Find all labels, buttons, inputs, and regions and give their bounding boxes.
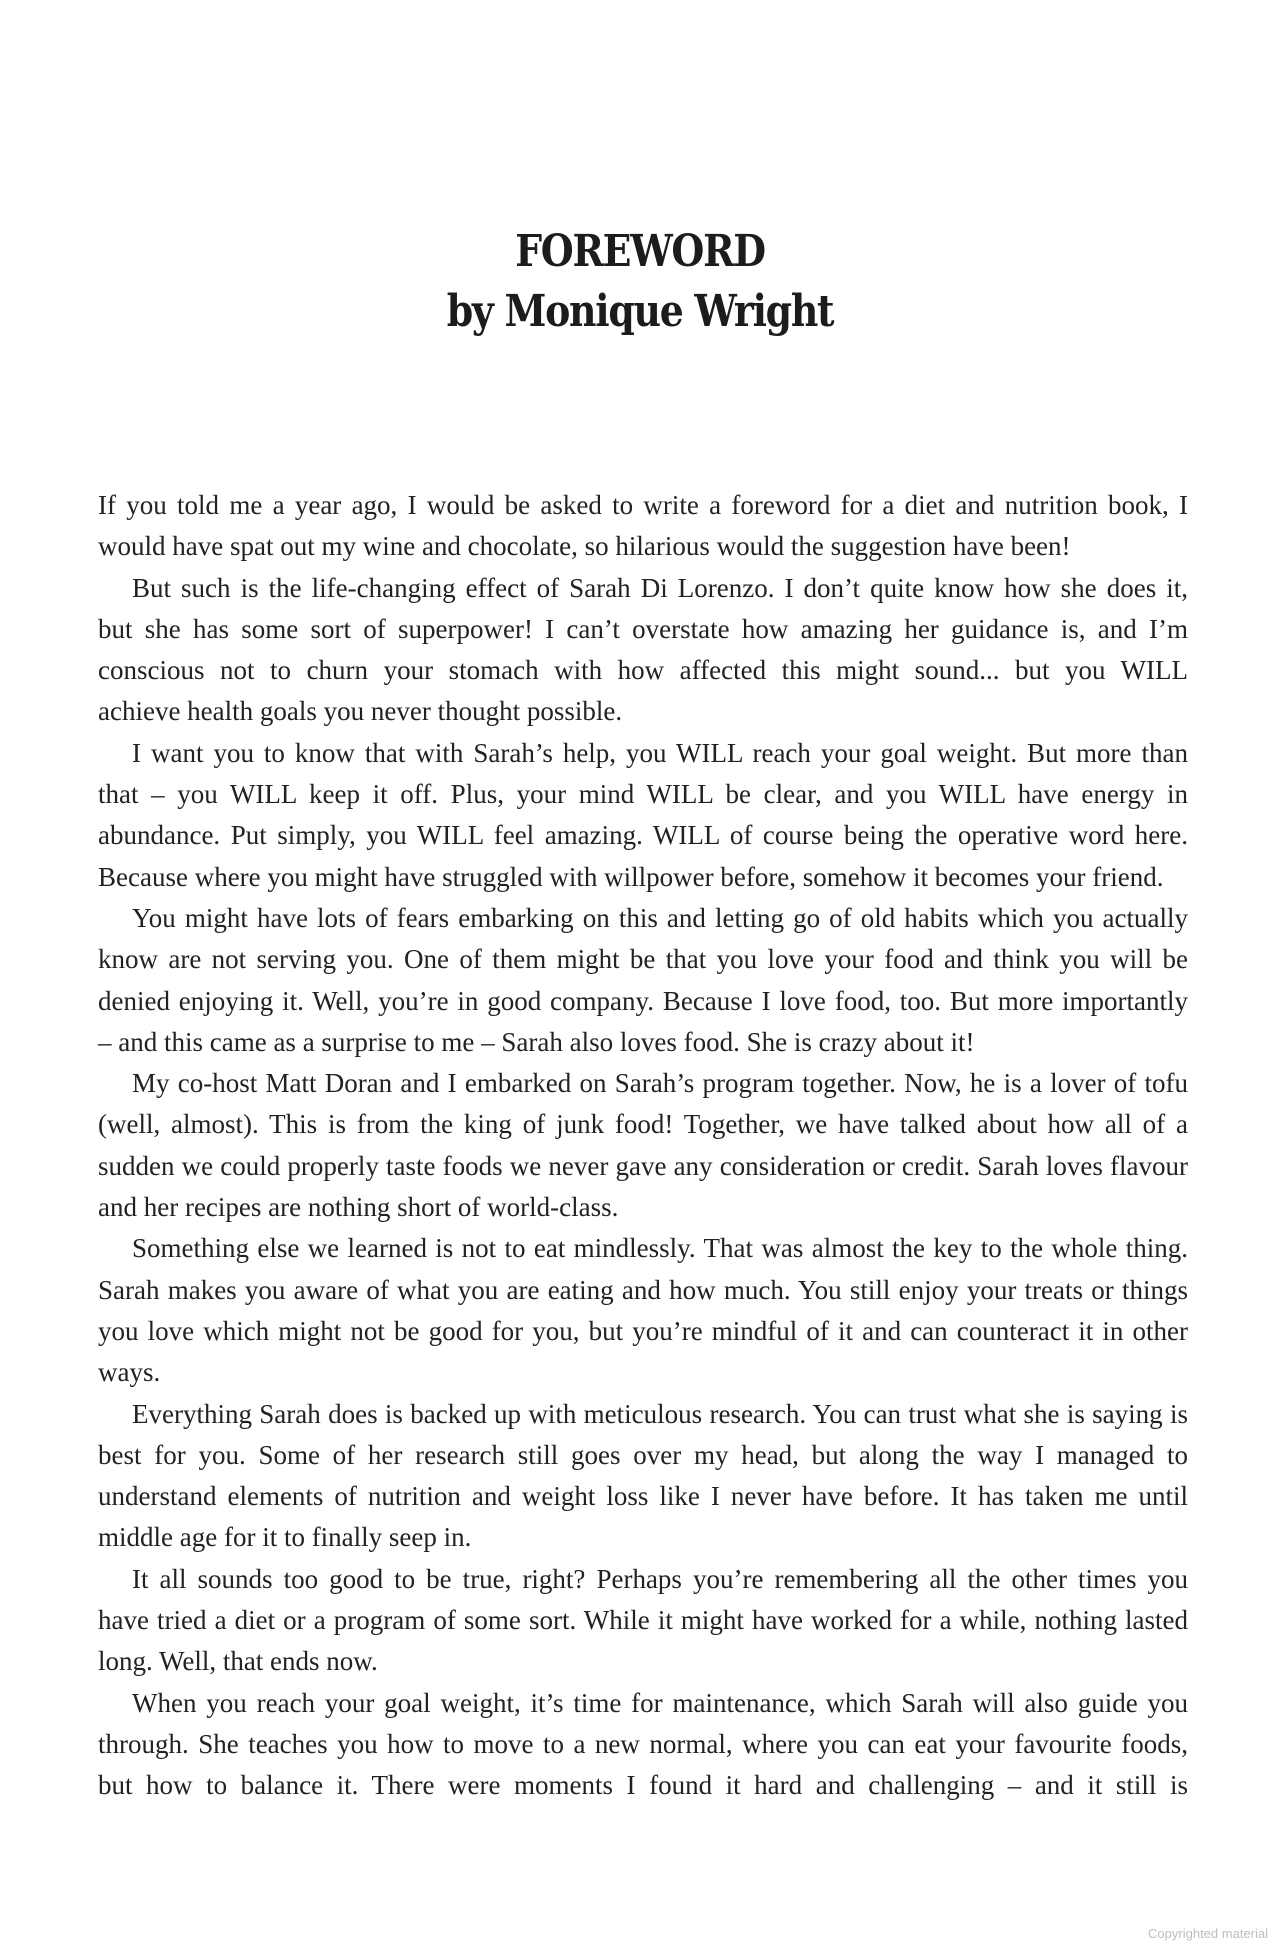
paragraph xyxy=(98,1063,1188,1228)
paragraph xyxy=(98,485,1188,568)
text-line: best for you. Some of her research still goes over my head, but along the way I managed to xyxy=(98,1439,1188,1470)
chapter-byline: by Monique Wright xyxy=(446,286,834,337)
text-line: long. Well, that ends now. xyxy=(98,1646,378,1677)
text-line: you love which might not be good for you, but you’re mindful of it and can counteract it in other xyxy=(98,1315,1188,1346)
text-line: denied enjoying it. Well, you’re in good company. Because I love food, too. But more importantly xyxy=(98,985,1188,1016)
text-line: When you reach your goal weight, it’s time for maintenance, which Sarah will also guide you xyxy=(132,1687,1188,1718)
text-line: know are not serving you. One of them might be that you love your food and think you will be xyxy=(98,944,1188,975)
text-line: would have spat out my wine and chocolate, so hilarious would the suggestion have been! xyxy=(98,531,1071,562)
text-line: sudden we could properly taste foods we never gave any consideration or credit. Sarah loves flavour xyxy=(98,1150,1188,1181)
text-line: If you told me a year ago, I would be asked to write a foreword for a diet and nutrition book, I xyxy=(98,490,1188,520)
paragraph xyxy=(98,733,1188,898)
text-line: but how to balance it. There were moments I found it hard and challenging – and it still is xyxy=(98,1770,1188,1801)
foreword-body xyxy=(98,485,1188,1807)
text-line: and her recipes are nothing short of world-class. xyxy=(98,1192,619,1223)
text-line: You might have lots of fears embarking on this and letting go of old habits which you actually xyxy=(132,902,1188,933)
text-line: understand elements of nutrition and weight loss like I never have before. It has taken me until xyxy=(98,1481,1188,1512)
text-line: Because where you might have struggled with willpower before, somehow it becomes your friend. xyxy=(98,861,1164,892)
text-line: – and this came as a surprise to me – Sarah also loves food. She is crazy about it! xyxy=(98,1026,975,1057)
text-line: but she has some sort of superpower! I can’t overstate how amazing her guidance is, and I’m xyxy=(98,613,1188,644)
text-line: I want you to know that with Sarah’s help, you WILL reach your goal weight. But more than xyxy=(132,737,1188,768)
text-line: abundance. Put simply, you WILL feel amazing. WILL of course being the operative word here. xyxy=(98,820,1188,851)
text-line: But such is the life-changing effect of Sarah Di Lorenzo. I don’t quite know how she does it, xyxy=(132,572,1188,603)
paragraph xyxy=(98,568,1188,733)
text-line: conscious not to churn your stomach with how affected this might sound... but you WILL xyxy=(98,655,1188,686)
text-line: Everything Sarah does is backed up with meticulous research. You can trust what she is saying is xyxy=(132,1398,1188,1429)
text-line: middle age for it to finally seep in. xyxy=(98,1522,472,1553)
text-line: (well, almost). This is from the king of junk food! Together, we have talked about how all of a xyxy=(98,1109,1188,1140)
paragraph xyxy=(98,1683,1188,1807)
text-line: Sarah makes you aware of what you are eating and how much. You still enjoy your treats or things xyxy=(98,1274,1188,1305)
chapter-title: FOREWORD xyxy=(515,226,765,277)
text-line: My co-host Matt Doran and I embarked on Sarah’s program together. Now, he is a lover of tofu xyxy=(132,1068,1188,1099)
text-line: through. She teaches you how to move to a new normal, where you can eat your favourite foods, xyxy=(98,1728,1188,1759)
text-line: have tried a diet or a program of some sort. While it might have worked for a while, nothing lasted xyxy=(98,1605,1188,1636)
paragraph xyxy=(98,1559,1188,1683)
text-line: that – you WILL keep it off. Plus, your mind WILL be clear, and you WILL have energy in xyxy=(98,779,1188,810)
copyright-watermark: Copyrighted material xyxy=(1148,1926,1268,1941)
paragraph xyxy=(98,1394,1188,1559)
text-line: achieve health goals you never thought possible. xyxy=(98,696,623,727)
chapter-heading xyxy=(90,222,1191,342)
text-line: ways. xyxy=(98,1357,161,1388)
text-line: It all sounds too good to be true, right? Perhaps you’re remembering all the other times you xyxy=(132,1563,1188,1594)
text-line: Something else we learned is not to eat mindlessly. That was almost the key to the whole thing. xyxy=(132,1233,1188,1264)
paragraph xyxy=(98,1228,1188,1393)
paragraph xyxy=(98,898,1188,1063)
